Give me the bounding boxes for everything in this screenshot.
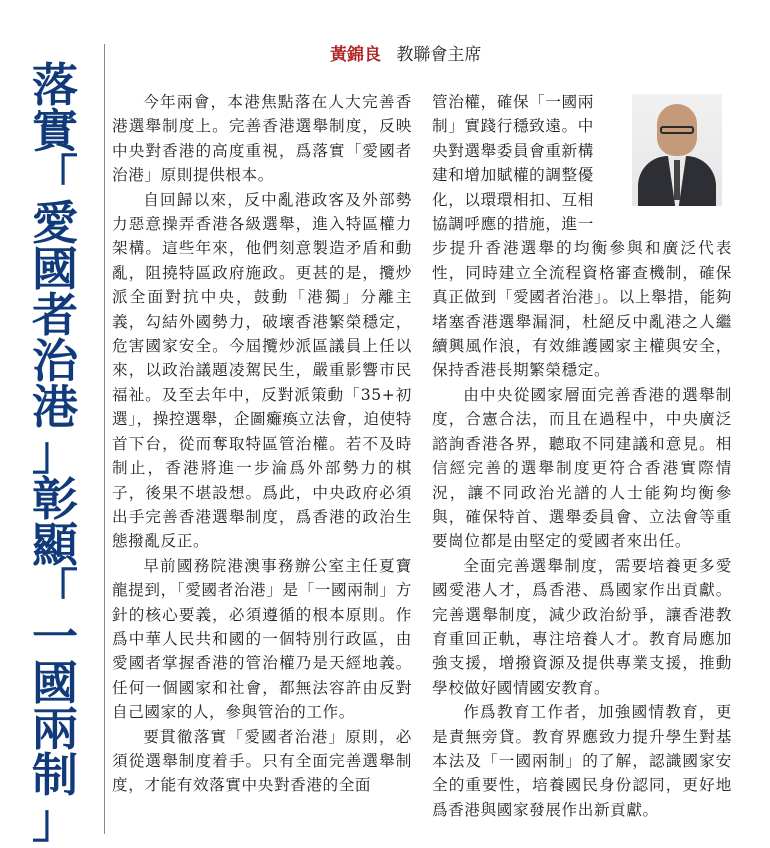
headline-char: 國: [32, 656, 78, 710]
line: 管治權，確保「一國兩: [432, 93, 594, 111]
headline-char: 實: [32, 104, 78, 158]
headline-char: 落: [32, 58, 78, 112]
article-column-left: [112, 90, 412, 798]
headline-char: 國: [32, 242, 78, 296]
paragraph: 要貫徹落實「愛國者治港」原則，必須從選舉制度着手。只有全面完善選舉制度，才能有效落實中央對香港的全面: [112, 727, 412, 795]
headline: [20, 58, 90, 848]
paragraph: 步提升香港選舉的均衡參與和廣泛代表性，同時建立全流程資格審查機制，確保真正做到「愛國者治港」。以上舉措，能夠堵塞香港選舉漏洞，杜絕反中亂港之人繼續興風作浪，有效維護國家主權與安全，保持香港長期繁榮穩定。: [432, 239, 732, 380]
paragraph: 早前國務院港澳事務辦公室主任夏寶龍提到，「愛國者治港」是「一國兩制」方針的核心要義，必須遵循的根本原則。作爲中華人民共和國的一個特別行政區，由愛國者掌握香港的管治權乃是天經地義。任何一個國家和社會，都無法容許由反對自己國家的人，參與管治的工作。: [112, 556, 412, 722]
headline-char: 兩: [32, 702, 78, 756]
headline-char: 者: [32, 288, 78, 342]
author-role: 教聯會主席: [396, 45, 482, 65]
paragraph: 全面完善選舉制度，需要培養更多愛國愛港人才，爲香港、爲國家作出貢獻。完善選舉制度，減少政治紛爭，讓香港教育重回正軌，專注培養人才。教育局應加強支援，增撥資源及提供專業支援，推動學校做好國情國安教育。: [432, 556, 732, 697]
headline-char: 」: [32, 794, 78, 848]
headline-char: 彰: [32, 472, 78, 526]
headline-char: 一: [32, 610, 78, 664]
headline-char: 港: [32, 380, 78, 434]
headline-char: 治: [32, 334, 78, 388]
line: 建和增加賦權的調整優: [432, 166, 594, 185]
headline-char: 「: [32, 150, 78, 204]
photo-glasses: [660, 126, 694, 134]
headline-char: 「: [32, 564, 78, 618]
headline-char: 顯: [32, 518, 78, 572]
line: 化，以環環相扣、互相: [432, 190, 594, 209]
paragraph: 作爲教育工作者，加強國情教育，更是責無旁貸。教育界應致力提升學生對基本法及「一國兩制」的了解，認識國家安全的重要性，培養國民身份認同，更好地爲香港與國家發展作出新貢獻。: [432, 703, 732, 819]
byline: [330, 42, 481, 68]
column-divider: [104, 44, 105, 834]
headline-char: 制: [32, 748, 78, 802]
headline-char: 愛: [32, 196, 78, 250]
author-photo: [632, 94, 722, 206]
line: 制」實踐行穩致遠。中: [432, 117, 594, 136]
photo-tie: [674, 160, 680, 200]
paragraph: 自回歸以來，反中亂港政客及外部勢力惡意操弄香港各級選舉，進入特區權力架構。這些年來，他們刻意製造矛盾和動亂，阻撓特區政府施政。更甚的是，攬炒派全面對抗中央，鼓動「港獨」分離主義，勾結外國勢力，破壞香港繁榮穩定，危害國家安全。今屆攬炒派區議員上任以來，以政治議題凌駕民生，嚴重影響市民福祉。及至去年中，反對派策動「35+初選」，操控選舉，企圖癱瘓立法會，迫使特首下台，從而奪取特區管治權。若不及時制止，香港將進一步淪爲外部勢力的棋子，後果不堪設想。爲此，中央政府必須出手完善香港選舉制度，爲香港的政治生態撥亂反正。: [112, 190, 412, 551]
headline-char: 」: [32, 426, 78, 480]
line: 協調呼應的措施，進一: [432, 215, 594, 234]
paragraph: 今年兩會，本港焦點落在人大完善香港選舉制度上。完善香港選舉制度，反映中央對香港的高度重視，爲落實「愛國者治港」原則提供根本。: [112, 93, 412, 185]
text-beside-photo: [432, 90, 622, 236]
line: 央對選舉委員會重新構: [432, 141, 594, 160]
author-name: 黃錦良: [330, 45, 381, 65]
paragraph: 由中央從國家層面完善香港的選舉制度，合憲合法，而且在過程中，中央廣泛諮詢香港各界，聽取不同建議和意見。相信經完善的選舉制度更符合香港實際情況，讓不同政治光譜的人士能夠均衡參與，確保特首、選舉委員會、立法會等重要崗位都是由堅定的愛國者來出任。: [432, 385, 732, 551]
